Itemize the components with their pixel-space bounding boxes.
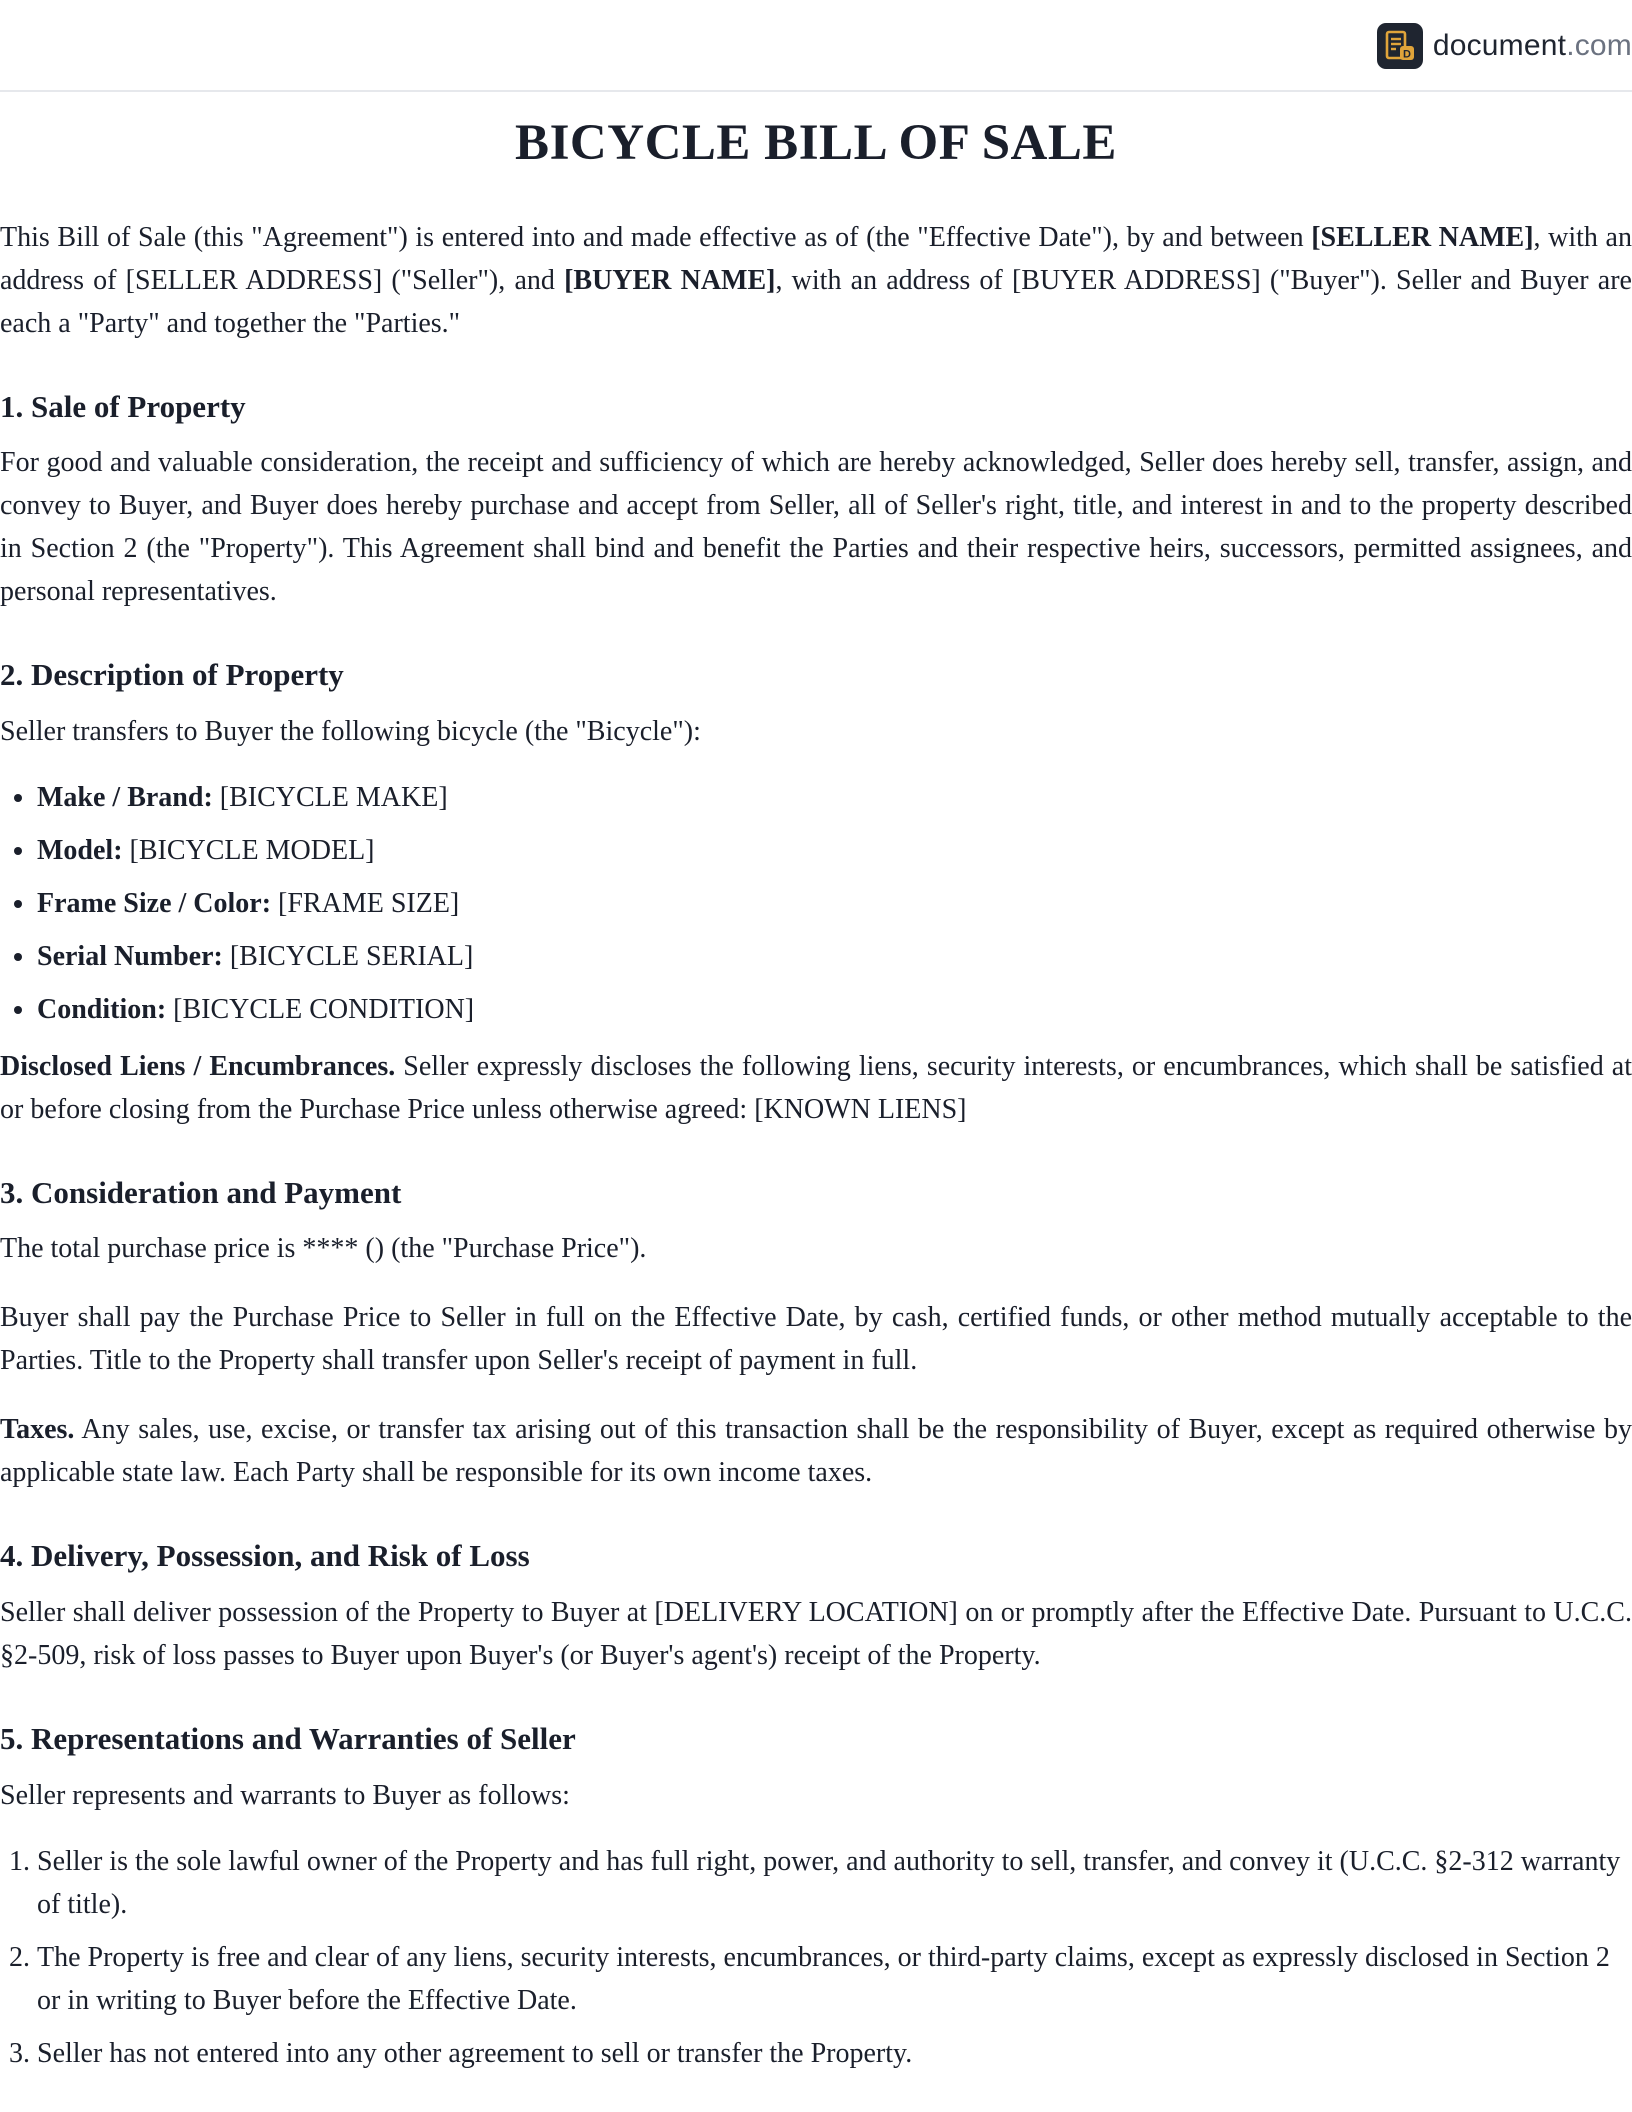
liens-label: Disclosed Liens / Encumbrances. xyxy=(0,1051,396,1083)
item-label: Condition: xyxy=(37,994,167,1026)
list-item xyxy=(37,829,1632,872)
brand-logo[interactable] xyxy=(1377,23,1632,69)
liens-paragraph xyxy=(0,1045,1632,1131)
liens-text: Seller expressly discloses the following liens, security interests, or encumbrances, which shall be satisfied at or before closing from the Purchase Price unless otherwise agreed: [KNOWN LIENS] xyxy=(0,1051,1632,1126)
list-item xyxy=(37,988,1632,1031)
item-value: [FRAME SIZE] xyxy=(271,888,460,920)
list-item: 3. Seller has not entered into any other agreement to sell or transfer the Property. xyxy=(37,2032,1632,2075)
warranties-list xyxy=(0,1840,1632,2075)
intro-text-2: , with an address of [SELLER ADDRESS] ("Seller"), and xyxy=(0,222,1632,297)
section-2-lead: Seller transfers to Buyer the following bicycle (the "Bicycle"): xyxy=(0,716,701,748)
intro-text-1: This Bill of Sale (this "Agreement") is entered into and made effective as of (the "Effective Date"), by and between xyxy=(0,222,1312,254)
header-bar xyxy=(0,0,1632,92)
document-title: BICYCLE BILL OF SALE xyxy=(515,115,1117,171)
item-label: Frame Size / Color: xyxy=(37,888,272,920)
buyer-name-placeholder: [BUYER NAME] xyxy=(564,265,776,297)
brand-tld: .com xyxy=(1566,29,1632,62)
item-label: Make / Brand: xyxy=(37,782,213,814)
item-value: [BICYCLE SERIAL] xyxy=(222,941,474,973)
list-item: 2. The Property is free and clear of any liens, security interests, encumbrances, or third-party claims, except as expressly disclosed in Section 2 or in writing to Buyer before the Effective Date. xyxy=(37,1936,1632,2022)
intro-text-3: , with an address of [BUYER ADDRESS] ("Buyer"). Seller and Buyer are each a "Party" and together the "Parties." xyxy=(0,265,1632,340)
list-item: 1. Seller is the sole lawful owner of the Property and has full right, power, and authority to sell, transfer, and convey it (U.C.C. §2-312 warranty of title). xyxy=(37,1840,1632,1926)
section-1-body: For good and valuable consideration, the receipt and sufficiency of which are hereby acknowledged, Seller does hereby sell, transfer, assign, and convey to Buyer, and Buyer does hereby purchase and accept from Seller, all of Seller's right, title, and interest in and to the property described in Section 2 (the "Property"). This Agreement shall bind and benefit the Parties and their respective heirs, successors, permitted assignees, and personal representatives. xyxy=(0,447,1632,608)
section-3-heading: 3. Consideration and Payment xyxy=(0,1175,402,1211)
taxes-text: Any sales, use, excise, or transfer tax arising out of this transaction shall be the responsibility of Buyer, except as required otherwise by applicable state law. Each Party shall be responsible for its own income taxes. xyxy=(0,1414,1632,1489)
section-4-heading: 4. Delivery, Possession, and Risk of Loss xyxy=(0,1538,530,1574)
list-item xyxy=(37,882,1632,925)
taxes-label: Taxes. xyxy=(0,1414,75,1446)
section-4-body: Seller shall deliver possession of the Property to Buyer at [DELIVERY LOCATION] on or promptly after the Effective Date. Pursuant to U.C.C. §2-509, risk of loss passes to Buyer upon Buyer's (or Buyer's agent's) receipt of the Property. xyxy=(0,1597,1632,1672)
taxes-paragraph xyxy=(0,1408,1632,1494)
document-body xyxy=(0,92,1632,2085)
brand-name xyxy=(1433,29,1632,63)
item-label: Model: xyxy=(37,835,123,867)
section-5-lead: Seller represents and warrants to Buyer as follows: xyxy=(0,1780,570,1812)
brand-name-text: document xyxy=(1432,29,1567,62)
section-1-heading: 1. Sale of Property xyxy=(0,389,246,425)
section-5-heading: 5. Representations and Warranties of Seller xyxy=(0,1721,576,1757)
item-value: [BICYCLE MAKE] xyxy=(212,782,448,814)
seller-name-placeholder: [SELLER NAME] xyxy=(1311,222,1534,254)
item-value: [BICYCLE CONDITION] xyxy=(166,994,475,1026)
payment-paragraph: Buyer shall pay the Purchase Price to Seller in full on the Effective Date, by cash, certified funds, or other method mutually acceptable to the Parties. Title to the Property shall transfer upon Seller's receipt of payment in full. xyxy=(0,1302,1632,1377)
list-item xyxy=(37,935,1632,978)
intro-paragraph xyxy=(0,216,1632,345)
purchase-price-text: The total purchase price is **** () (the "Purchase Price"). xyxy=(0,1233,647,1265)
item-value: [BICYCLE MODEL] xyxy=(122,835,375,867)
svg-text:D: D xyxy=(1402,48,1411,61)
section-2-heading: 2. Description of Property xyxy=(0,657,344,693)
item-label: Serial Number: xyxy=(37,941,223,973)
document-logo-icon xyxy=(1377,23,1423,69)
property-details-list xyxy=(0,776,1632,1031)
list-item xyxy=(37,776,1632,819)
